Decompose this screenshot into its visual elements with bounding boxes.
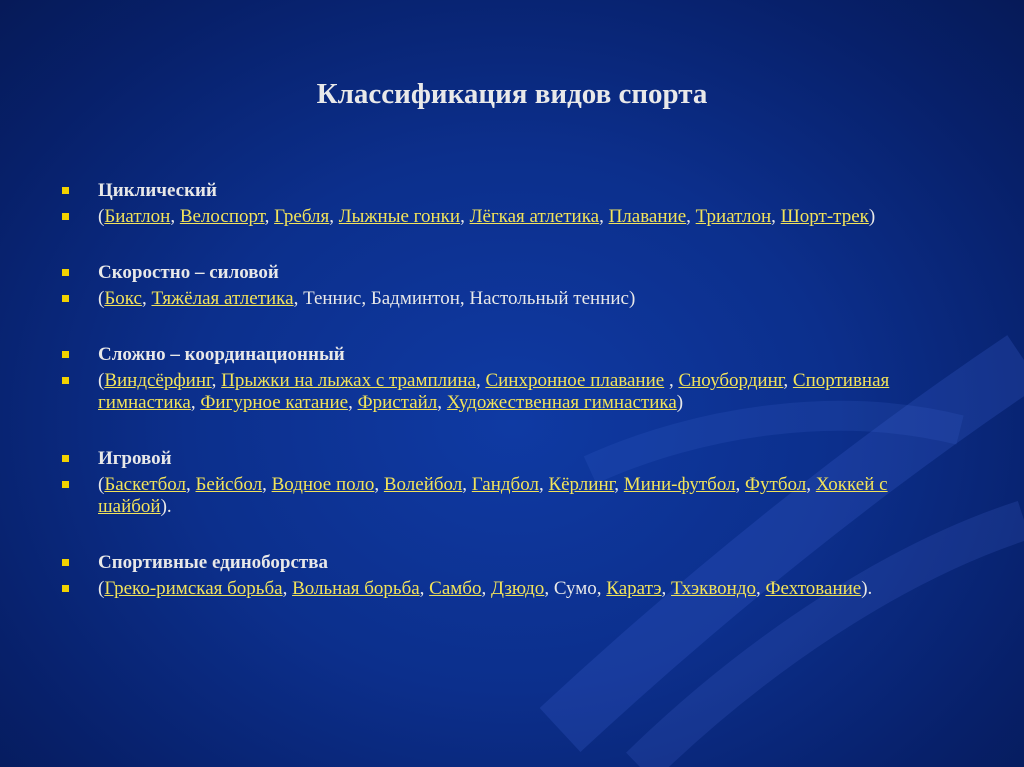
sport-link[interactable]: Волейбол bbox=[383, 474, 463, 495]
bullet-icon bbox=[62, 481, 69, 488]
separator-text: , bbox=[756, 578, 766, 599]
separator-text: , bbox=[462, 474, 472, 495]
category-heading bbox=[60, 552, 960, 574]
sport-list bbox=[60, 370, 960, 414]
bullet-icon bbox=[62, 269, 69, 276]
sport-list bbox=[60, 474, 960, 518]
separator-text: , bbox=[170, 206, 180, 227]
separator-text: , bbox=[348, 392, 358, 413]
sport-link[interactable]: Биатлон bbox=[104, 206, 171, 227]
sport-link[interactable]: Кёрлинг bbox=[548, 474, 615, 495]
separator-text: , Теннис, Бадминтон, Настольный теннис) bbox=[293, 288, 636, 309]
sport-link[interactable]: Фехтование bbox=[765, 578, 862, 599]
separator-text: , bbox=[735, 474, 746, 495]
sport-link[interactable]: Дзюдо bbox=[490, 578, 545, 599]
separator-text: , bbox=[686, 206, 696, 227]
separator-text: , bbox=[771, 206, 781, 227]
bullet-icon bbox=[62, 377, 69, 384]
sport-link[interactable]: Синхронное плавание bbox=[485, 370, 665, 391]
separator-text: ( bbox=[98, 370, 105, 391]
sport-list bbox=[60, 578, 960, 600]
separator-text: , bbox=[282, 578, 293, 599]
separator-text: , bbox=[262, 474, 272, 495]
bullet-icon bbox=[62, 455, 69, 462]
sport-link[interactable]: Художественная гимнастика bbox=[446, 392, 677, 413]
sport-link[interactable]: Виндсёрфинг bbox=[104, 370, 212, 391]
separator-text: , bbox=[783, 370, 793, 391]
separator-text: , bbox=[419, 578, 430, 599]
sport-link[interactable]: Вольная борьба bbox=[292, 578, 420, 599]
bullet-icon bbox=[62, 559, 69, 566]
sport-link[interactable]: Греко-римская борьба bbox=[104, 578, 283, 599]
sport-link[interactable]: Фигурное катание bbox=[200, 392, 349, 413]
sport-list bbox=[60, 206, 960, 228]
separator-text: , bbox=[664, 370, 679, 391]
category-heading bbox=[60, 262, 960, 284]
sport-link[interactable]: Триатлон bbox=[695, 206, 772, 227]
sport-link[interactable]: Велоспорт bbox=[179, 206, 265, 227]
separator-text: ). bbox=[861, 578, 873, 599]
sport-link[interactable]: Баскетбол bbox=[104, 474, 186, 495]
sport-link[interactable]: Бейсбол bbox=[195, 474, 263, 495]
slide-title: Классификация видов спорта bbox=[316, 78, 708, 110]
sport-link[interactable]: Футбол bbox=[745, 474, 807, 495]
separator-text: ( bbox=[98, 474, 105, 495]
separator-text: , bbox=[329, 206, 339, 227]
separator-text: , bbox=[211, 370, 222, 391]
separator-text: , bbox=[538, 474, 549, 495]
bullet-icon bbox=[62, 351, 69, 358]
separator-text: , bbox=[599, 206, 609, 227]
separator-text: , bbox=[437, 392, 447, 413]
separator-text: ) bbox=[868, 206, 876, 227]
separator-text: , bbox=[475, 370, 486, 391]
bullet-icon bbox=[62, 213, 69, 220]
sport-link[interactable]: Шорт-трек bbox=[780, 206, 869, 227]
sport-link[interactable]: Лёгкая атлетика bbox=[469, 206, 600, 227]
separator-text: ( bbox=[98, 288, 105, 309]
category-heading bbox=[60, 448, 960, 470]
sport-link[interactable]: Хоккей с шайбой bbox=[98, 474, 888, 517]
separator-text: , bbox=[806, 474, 816, 495]
category-heading bbox=[60, 344, 960, 366]
sport-link[interactable]: Сноубординг bbox=[678, 370, 784, 391]
sport-link[interactable]: Бокс bbox=[104, 288, 142, 309]
sport-link[interactable]: Самбо bbox=[429, 578, 482, 599]
separator-text: ( bbox=[98, 578, 105, 599]
sport-link[interactable]: Мини-футбол bbox=[623, 474, 736, 495]
sport-classification-list bbox=[60, 180, 960, 634]
bullet-icon bbox=[62, 187, 69, 194]
sport-link[interactable]: Водное поло bbox=[271, 474, 375, 495]
separator-text: ( bbox=[98, 206, 105, 227]
separator-text: , bbox=[614, 474, 624, 495]
sport-link[interactable]: Тяжёлая атлетика bbox=[151, 288, 294, 309]
separator-text: , bbox=[481, 578, 491, 599]
separator-text: , bbox=[460, 206, 470, 227]
category-name: Спортивные единоборства bbox=[98, 552, 329, 573]
category-name: Скоростно – силовой bbox=[98, 262, 279, 283]
separator-text: , bbox=[190, 392, 201, 413]
sport-link[interactable]: Тхэквондо bbox=[671, 578, 757, 599]
separator-text: , bbox=[141, 288, 152, 309]
separator-text: ). bbox=[160, 496, 172, 517]
separator-text: , bbox=[374, 474, 384, 495]
category-name: Циклический bbox=[98, 180, 217, 201]
sport-link[interactable]: Плавание bbox=[608, 206, 687, 227]
sport-link[interactable]: Гандбол bbox=[471, 474, 539, 495]
category-group bbox=[60, 344, 960, 414]
category-group bbox=[60, 180, 960, 228]
category-group bbox=[60, 448, 960, 518]
sport-link[interactable]: Лыжные гонки bbox=[338, 206, 461, 227]
category-heading bbox=[60, 180, 960, 202]
separator-text: , bbox=[186, 474, 196, 495]
separator-text: , Сумо, bbox=[544, 578, 607, 599]
category-group bbox=[60, 262, 960, 310]
sport-list bbox=[60, 288, 960, 310]
category-name: Сложно – координационный bbox=[98, 344, 345, 365]
sport-link[interactable]: Гребля bbox=[274, 206, 330, 227]
bullet-icon bbox=[62, 585, 69, 592]
sport-link[interactable]: Фристайл bbox=[357, 392, 438, 413]
separator-text: ) bbox=[676, 392, 684, 413]
sport-link[interactable]: Прыжки на лыжах с трамплина bbox=[221, 370, 476, 391]
separator-text: , bbox=[661, 578, 672, 599]
sport-link[interactable]: Спортивная гимнастика bbox=[98, 370, 890, 413]
separator-text: , bbox=[264, 206, 275, 227]
category-group bbox=[60, 552, 960, 600]
category-name: Игровой bbox=[98, 448, 172, 469]
sport-link[interactable]: Каратэ bbox=[606, 578, 662, 599]
bullet-icon bbox=[62, 295, 69, 302]
